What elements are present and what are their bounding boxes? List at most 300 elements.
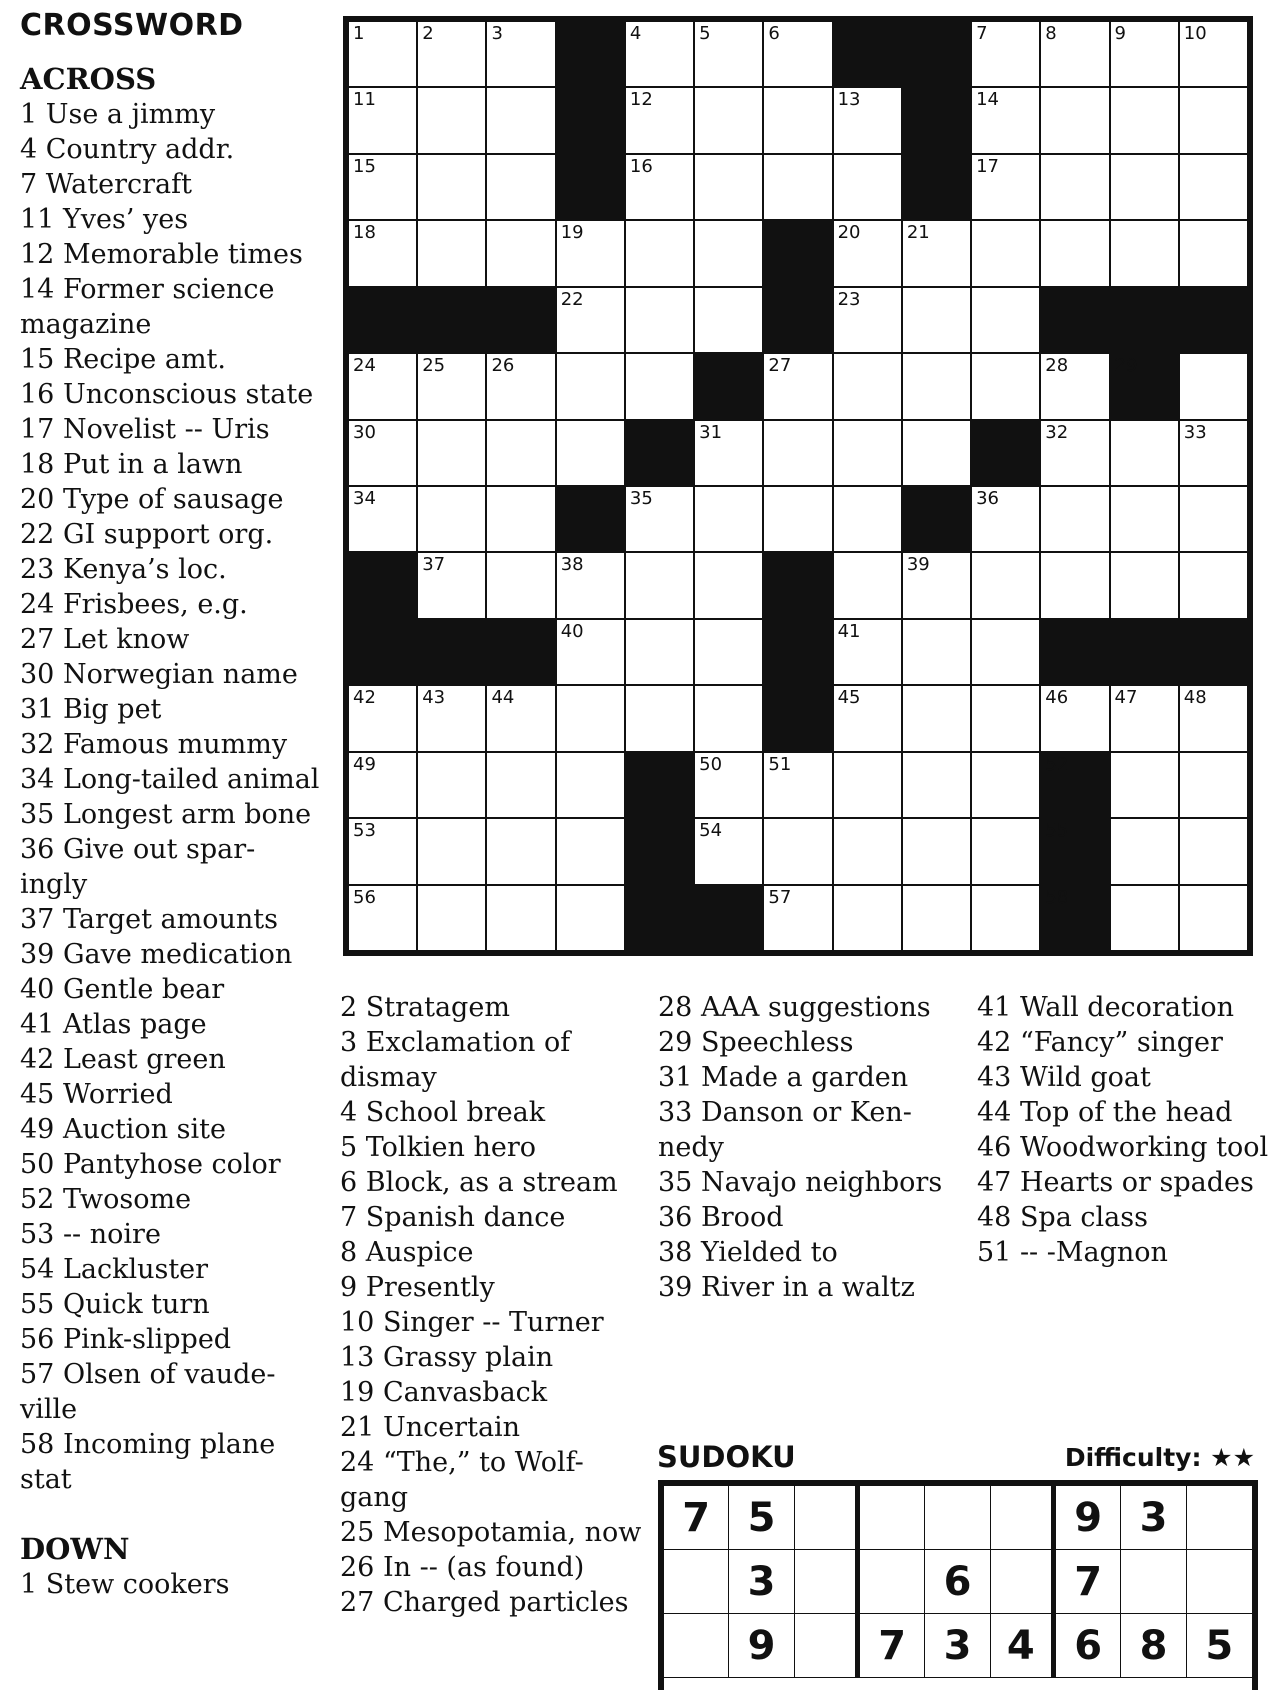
clue-item: 16 Unconscious state <box>20 379 314 410</box>
clue-item: 6 Block, as a stream <box>340 1167 618 1198</box>
crossword-grid <box>343 16 1253 956</box>
grid-cell[interactable] <box>557 753 624 817</box>
grid-cell[interactable] <box>487 221 554 285</box>
grid-cell[interactable] <box>834 886 901 950</box>
cell-number: 57 <box>768 886 792 908</box>
clue-item: 24 Frisbees, e.g. <box>20 589 248 620</box>
cell-number: 38 <box>560 554 584 576</box>
grid-cell[interactable] <box>1111 221 1178 285</box>
cell-number: 39 <box>906 554 930 576</box>
grid-cell[interactable] <box>1041 553 1108 617</box>
grid-cell[interactable] <box>903 354 970 418</box>
clue-item: 49 Auction site <box>20 1114 226 1145</box>
grid-cell[interactable] <box>626 288 693 352</box>
grid-cell[interactable] <box>557 288 624 352</box>
clue-item: 13 Grassy plain <box>340 1342 554 1373</box>
sudoku-cell[interactable] <box>991 1550 1056 1614</box>
grid-cell[interactable] <box>487 886 554 950</box>
grid-cell[interactable] <box>972 819 1039 883</box>
grid-block <box>903 88 970 152</box>
grid-block <box>1111 620 1178 684</box>
grid-cell[interactable] <box>557 819 624 883</box>
grid-cell[interactable] <box>834 819 901 883</box>
grid-cell[interactable] <box>834 753 901 817</box>
grid-cell[interactable] <box>903 753 970 817</box>
grid-cell[interactable] <box>695 221 762 285</box>
sudoku-cell[interactable]: 7 <box>860 1614 925 1678</box>
grid-cell[interactable] <box>418 553 485 617</box>
grid-cell[interactable] <box>764 88 831 152</box>
grid-cell[interactable] <box>1180 421 1247 485</box>
across-clues-column <box>20 62 320 1602</box>
cell-number: 44 <box>491 687 515 709</box>
sudoku-cell[interactable]: 5 <box>1187 1614 1252 1678</box>
grid-cell[interactable] <box>834 686 901 750</box>
clue-item: 8 Auspice <box>340 1237 474 1268</box>
cell-number: 37 <box>422 554 446 576</box>
grid-cell[interactable] <box>349 22 416 86</box>
clue-item: 30 Norwegian name <box>20 659 298 690</box>
grid-cell[interactable] <box>903 819 970 883</box>
grid-cell[interactable] <box>1111 88 1178 152</box>
grid-cell[interactable] <box>418 487 485 551</box>
cell-number: 16 <box>629 155 653 177</box>
clue-item: 50 Pantyhose color <box>20 1149 281 1180</box>
clue-item: 52 Twosome <box>20 1184 192 1215</box>
grid-cell[interactable] <box>487 88 554 152</box>
grid-cell[interactable] <box>487 819 554 883</box>
grid-cell[interactable] <box>764 886 831 950</box>
cell-number: 54 <box>699 820 723 842</box>
sudoku-cell[interactable] <box>925 1486 990 1550</box>
grid-cell[interactable] <box>1180 354 1247 418</box>
cell-number: 26 <box>491 355 515 377</box>
grid-cell[interactable] <box>764 819 831 883</box>
grid-cell[interactable] <box>834 553 901 617</box>
grid-block <box>418 288 485 352</box>
grid-block <box>764 553 831 617</box>
grid-cell[interactable] <box>1180 753 1247 817</box>
grid-block <box>764 620 831 684</box>
grid-cell[interactable] <box>626 221 693 285</box>
clue-item: 44 Top of the head <box>977 1097 1233 1128</box>
grid-cell[interactable] <box>1041 354 1108 418</box>
grid-cell[interactable] <box>487 487 554 551</box>
grid-block <box>1041 886 1108 950</box>
grid-cell[interactable] <box>695 686 762 750</box>
clue-item: 14 Former science magazine <box>20 274 275 340</box>
grid-cell[interactable] <box>1041 421 1108 485</box>
grid-cell[interactable] <box>972 354 1039 418</box>
grid-cell[interactable] <box>695 288 762 352</box>
grid-cell[interactable] <box>418 686 485 750</box>
grid-cell[interactable] <box>834 487 901 551</box>
grid-cell[interactable] <box>903 886 970 950</box>
grid-cell[interactable] <box>764 487 831 551</box>
grid-cell[interactable] <box>764 155 831 219</box>
grid-cell[interactable] <box>1111 686 1178 750</box>
grid-cell[interactable] <box>972 22 1039 86</box>
grid-cell[interactable] <box>834 155 901 219</box>
grid-cell[interactable] <box>626 88 693 152</box>
grid-block <box>626 886 693 950</box>
sudoku-cell[interactable] <box>1187 1550 1252 1614</box>
cell-number: 52 <box>1045 753 1069 775</box>
grid-block <box>903 155 970 219</box>
clue-item: 42 “Fancy” singer <box>977 1027 1223 1058</box>
clue-item: 39 River in a waltz <box>658 1272 915 1303</box>
grid-cell[interactable] <box>626 22 693 86</box>
clue-item: 15 Recipe amt. <box>20 344 226 375</box>
grid-cell[interactable] <box>903 620 970 684</box>
sudoku-cell[interactable]: 3 <box>1121 1486 1186 1550</box>
clue-item: 21 Uncertain <box>340 1412 521 1443</box>
sudoku-cell[interactable] <box>1121 1550 1186 1614</box>
sudoku-cell[interactable]: 4 <box>991 1614 1056 1678</box>
cell-number: 27 <box>768 355 792 377</box>
cell-number: 48 <box>1183 687 1207 709</box>
cell-number: 15 <box>353 155 376 177</box>
grid-cell[interactable] <box>418 155 485 219</box>
grid-cell[interactable] <box>418 886 485 950</box>
sudoku-cell[interactable]: 3 <box>729 1550 794 1614</box>
grid-cell[interactable] <box>695 753 762 817</box>
grid-cell[interactable] <box>1111 553 1178 617</box>
cell-number: 12 <box>629 89 653 111</box>
grid-cell[interactable] <box>695 487 762 551</box>
cell-number: 24 <box>353 355 376 377</box>
grid-cell[interactable] <box>834 221 901 285</box>
grid-cell[interactable] <box>626 487 693 551</box>
clue-item: 38 Yielded to <box>658 1237 838 1268</box>
grid-cell[interactable] <box>1180 487 1247 551</box>
grid-cell[interactable] <box>972 553 1039 617</box>
grid-cell[interactable] <box>1111 819 1178 883</box>
clue-item: 23 Kenya’s loc. <box>20 554 227 585</box>
clue-item: 28 AAA suggestions <box>658 992 931 1023</box>
cell-number: 25 <box>422 355 446 377</box>
grid-cell[interactable] <box>695 553 762 617</box>
cell-number: 11 <box>353 89 376 111</box>
cell-number: 42 <box>353 687 376 709</box>
clue-item: 32 Famous mummy <box>20 729 288 760</box>
cell-number: 28 <box>1045 355 1069 377</box>
grid-block <box>695 354 762 418</box>
grid-cell[interactable] <box>972 288 1039 352</box>
grid-cell[interactable] <box>487 553 554 617</box>
grid-cell[interactable] <box>972 886 1039 950</box>
sudoku-cell[interactable]: 5 <box>729 1486 794 1550</box>
grid-cell[interactable] <box>764 421 831 485</box>
grid-block <box>349 553 416 617</box>
grid-cell[interactable] <box>695 819 762 883</box>
grid-cell[interactable] <box>349 886 416 950</box>
grid-cell[interactable] <box>1180 88 1247 152</box>
cell-number: 29 <box>1114 355 1138 377</box>
sudoku-cell[interactable] <box>795 1486 860 1550</box>
clue-item: 39 Gave medication <box>20 939 293 970</box>
clue-item: 19 Canvasback <box>340 1377 548 1408</box>
grid-block <box>349 288 416 352</box>
clue-item: 41 Wall decoration <box>977 992 1235 1023</box>
grid-cell[interactable] <box>764 22 831 86</box>
down-clues-column-2 <box>340 990 650 1620</box>
grid-cell[interactable] <box>626 620 693 684</box>
grid-block <box>1041 288 1108 352</box>
grid-cell[interactable] <box>1111 886 1178 950</box>
clue-item: 35 Navajo neighbors <box>658 1167 943 1198</box>
cell-number: 33 <box>1183 421 1207 443</box>
grid-cell[interactable] <box>1180 155 1247 219</box>
grid-cell[interactable] <box>903 221 970 285</box>
grid-cell[interactable] <box>418 88 485 152</box>
grid-cell[interactable] <box>349 354 416 418</box>
grid-cell[interactable] <box>349 686 416 750</box>
sudoku-cell[interactable] <box>1187 1486 1252 1550</box>
grid-cell[interactable] <box>557 421 624 485</box>
grid-cell[interactable] <box>1180 886 1247 950</box>
grid-block <box>972 421 1039 485</box>
clue-item: 4 School break <box>340 1097 546 1128</box>
cell-number: 35 <box>629 488 653 509</box>
cell-number: 20 <box>837 222 861 244</box>
clue-item: 58 Incoming plane stat <box>20 1429 276 1495</box>
cell-number: 53 <box>353 820 376 842</box>
clue-item: 1 Use a jimmy <box>20 99 216 130</box>
grid-cell[interactable] <box>1111 421 1178 485</box>
grid-block <box>1041 753 1108 817</box>
grid-cell[interactable] <box>487 155 554 219</box>
grid-cell[interactable] <box>626 686 693 750</box>
cell-number: 55 <box>1045 820 1069 842</box>
grid-cell[interactable] <box>418 819 485 883</box>
sudoku-cell[interactable]: 6 <box>1056 1614 1121 1678</box>
cell-number: 7 <box>976 23 988 44</box>
grid-cell[interactable] <box>626 553 693 617</box>
clue-item: 43 Wild goat <box>977 1062 1151 1093</box>
grid-cell[interactable] <box>418 753 485 817</box>
cell-number: 32 <box>1045 421 1069 443</box>
grid-cell[interactable] <box>1180 221 1247 285</box>
sudoku-cell[interactable] <box>795 1614 860 1678</box>
grid-block <box>626 753 693 817</box>
clue-item: 17 Novelist -- Uris <box>20 414 270 445</box>
grid-cell[interactable] <box>903 686 970 750</box>
clue-item: 41 Atlas page <box>20 1009 207 1040</box>
grid-cell[interactable] <box>1041 88 1108 152</box>
grid-block <box>764 686 831 750</box>
down-clues-column-4 <box>977 990 1277 1270</box>
grid-block <box>487 620 554 684</box>
cell-number: 19 <box>560 222 584 244</box>
clue-item: 56 Pink-slipped <box>20 1324 232 1355</box>
grid-cell[interactable] <box>972 487 1039 551</box>
cell-number: 34 <box>353 488 376 509</box>
clue-item: 40 Gentle bear <box>20 974 225 1005</box>
grid-cell[interactable] <box>1111 753 1178 817</box>
cell-number: 56 <box>353 886 376 908</box>
grid-cell[interactable] <box>557 886 624 950</box>
grid-cell[interactable] <box>418 354 485 418</box>
grid-cell[interactable] <box>834 88 901 152</box>
grid-block <box>626 421 693 485</box>
sudoku-cell[interactable] <box>664 1550 729 1614</box>
cell-number: 31 <box>699 421 723 443</box>
grid-cell[interactable] <box>626 155 693 219</box>
cell-number: 6 <box>768 23 780 44</box>
sudoku-cell[interactable] <box>664 1614 729 1678</box>
cell-number: 17 <box>976 155 999 177</box>
clue-item: 11 Yves’ yes <box>20 204 189 235</box>
grid-cell[interactable] <box>695 155 762 219</box>
cell-number: 45 <box>837 687 861 709</box>
grid-block <box>764 288 831 352</box>
clue-item: 51 -- -Magnon <box>977 1237 1168 1268</box>
grid-block <box>834 22 901 86</box>
grid-cell[interactable] <box>487 686 554 750</box>
grid-cell[interactable] <box>557 553 624 617</box>
grid-cell[interactable] <box>834 620 901 684</box>
grid-cell[interactable] <box>557 354 624 418</box>
grid-block <box>1041 620 1108 684</box>
grid-cell[interactable] <box>695 88 762 152</box>
grid-cell[interactable] <box>349 221 416 285</box>
clue-item: 12 Memorable times <box>20 239 303 270</box>
clue-item: 36 Give out spar-ingly <box>20 834 256 900</box>
grid-cell[interactable] <box>487 421 554 485</box>
grid-block <box>695 886 762 950</box>
grid-cell[interactable] <box>972 753 1039 817</box>
grid-cell[interactable] <box>903 553 970 617</box>
grid-cell[interactable] <box>557 620 624 684</box>
grid-cell[interactable] <box>418 22 485 86</box>
grid-block <box>557 487 624 551</box>
clue-item: 1 Stew cookers <box>20 1569 230 1600</box>
grid-cell[interactable] <box>487 354 554 418</box>
cell-number: 13 <box>837 89 861 111</box>
cell-number: 50 <box>699 753 723 775</box>
grid-block <box>1111 354 1178 418</box>
cell-number: 2 <box>422 23 434 44</box>
clue-item: 27 Charged particles <box>340 1587 629 1618</box>
grid-cell[interactable] <box>1041 22 1108 86</box>
cell-number: 58 <box>1045 886 1069 908</box>
grid-cell[interactable] <box>1041 155 1108 219</box>
grid-cell[interactable] <box>834 354 901 418</box>
grid-block <box>418 620 485 684</box>
cell-number: 23 <box>837 288 861 310</box>
grid-cell[interactable] <box>1111 155 1178 219</box>
sudoku-cell[interactable] <box>991 1486 1056 1550</box>
grid-cell[interactable] <box>1111 22 1178 86</box>
clue-item: 2 Stratagem <box>340 992 510 1023</box>
clue-item: 33 Danson or Ken-nedy <box>658 1097 912 1163</box>
sudoku-cell[interactable]: 7 <box>1056 1550 1121 1614</box>
sudoku-cell[interactable] <box>860 1486 925 1550</box>
grid-cell[interactable] <box>626 354 693 418</box>
grid-cell[interactable] <box>557 686 624 750</box>
grid-cell[interactable] <box>695 22 762 86</box>
grid-cell[interactable] <box>695 421 762 485</box>
sudoku-cell[interactable]: 9 <box>729 1614 794 1678</box>
clue-item: 5 Tolkien hero <box>340 1132 537 1163</box>
clue-item: 48 Spa class <box>977 1202 1148 1233</box>
sudoku-cell[interactable]: 8 <box>1121 1614 1186 1678</box>
grid-cell[interactable] <box>1180 553 1247 617</box>
clue-item: 9 Presently <box>340 1272 495 1303</box>
clue-item: 46 Woodworking tool <box>977 1132 1269 1163</box>
clue-item: 45 Worried <box>20 1079 173 1110</box>
sudoku-cell[interactable]: 3 <box>925 1614 990 1678</box>
cell-number: 47 <box>1114 687 1138 709</box>
clue-item: 34 Long-tailed animal <box>20 764 320 795</box>
grid-cell[interactable] <box>487 22 554 86</box>
sudoku-cell[interactable] <box>795 1550 860 1614</box>
grid-cell[interactable] <box>972 620 1039 684</box>
grid-cell[interactable] <box>903 288 970 352</box>
clue-item: 24 “The,” to Wolf-gang <box>340 1447 584 1513</box>
grid-cell[interactable] <box>834 288 901 352</box>
grid-cell[interactable] <box>1180 686 1247 750</box>
clue-item: 27 Let know <box>20 624 190 655</box>
cell-number: 36 <box>976 488 999 509</box>
grid-cell[interactable] <box>349 487 416 551</box>
grid-cell[interactable] <box>349 155 416 219</box>
grid-block <box>764 221 831 285</box>
grid-cell[interactable] <box>1111 487 1178 551</box>
sudoku-cell[interactable]: 9 <box>1056 1486 1121 1550</box>
clue-item: 10 Singer -- Turner <box>340 1307 604 1338</box>
grid-block <box>903 22 970 86</box>
grid-cell[interactable] <box>1180 22 1247 86</box>
grid-cell[interactable] <box>349 88 416 152</box>
sudoku-cell[interactable]: 7 <box>664 1486 729 1550</box>
grid-cell[interactable] <box>972 221 1039 285</box>
grid-block <box>487 288 554 352</box>
grid-cell[interactable] <box>418 221 485 285</box>
grid-cell[interactable] <box>1180 819 1247 883</box>
clue-item: 7 Spanish dance <box>340 1202 566 1233</box>
grid-cell[interactable] <box>349 421 416 485</box>
cell-number: 30 <box>353 421 376 443</box>
grid-cell[interactable] <box>557 221 624 285</box>
grid-cell[interactable] <box>487 753 554 817</box>
cell-number: 5 <box>699 23 711 44</box>
grid-cell[interactable] <box>903 421 970 485</box>
grid-cell[interactable] <box>972 686 1039 750</box>
grid-cell[interactable] <box>972 88 1039 152</box>
sudoku-cell[interactable]: 6 <box>925 1550 990 1614</box>
grid-cell[interactable] <box>349 753 416 817</box>
grid-cell[interactable] <box>764 354 831 418</box>
clue-item: 47 Hearts or spades <box>977 1167 1254 1198</box>
grid-cell[interactable] <box>695 620 762 684</box>
grid-block <box>903 487 970 551</box>
grid-cell[interactable] <box>972 155 1039 219</box>
grid-cell[interactable] <box>1041 686 1108 750</box>
clue-item: 25 Mesopotamia, now <box>340 1517 642 1548</box>
grid-cell[interactable] <box>1041 221 1108 285</box>
sudoku-cell[interactable] <box>860 1550 925 1614</box>
grid-cell[interactable] <box>349 819 416 883</box>
grid-cell[interactable] <box>1041 487 1108 551</box>
grid-cell[interactable] <box>764 753 831 817</box>
grid-cell[interactable] <box>418 421 485 485</box>
grid-block <box>349 620 416 684</box>
grid-block <box>557 22 624 86</box>
cell-number: 9 <box>1114 23 1126 44</box>
grid-cell[interactable] <box>834 421 901 485</box>
